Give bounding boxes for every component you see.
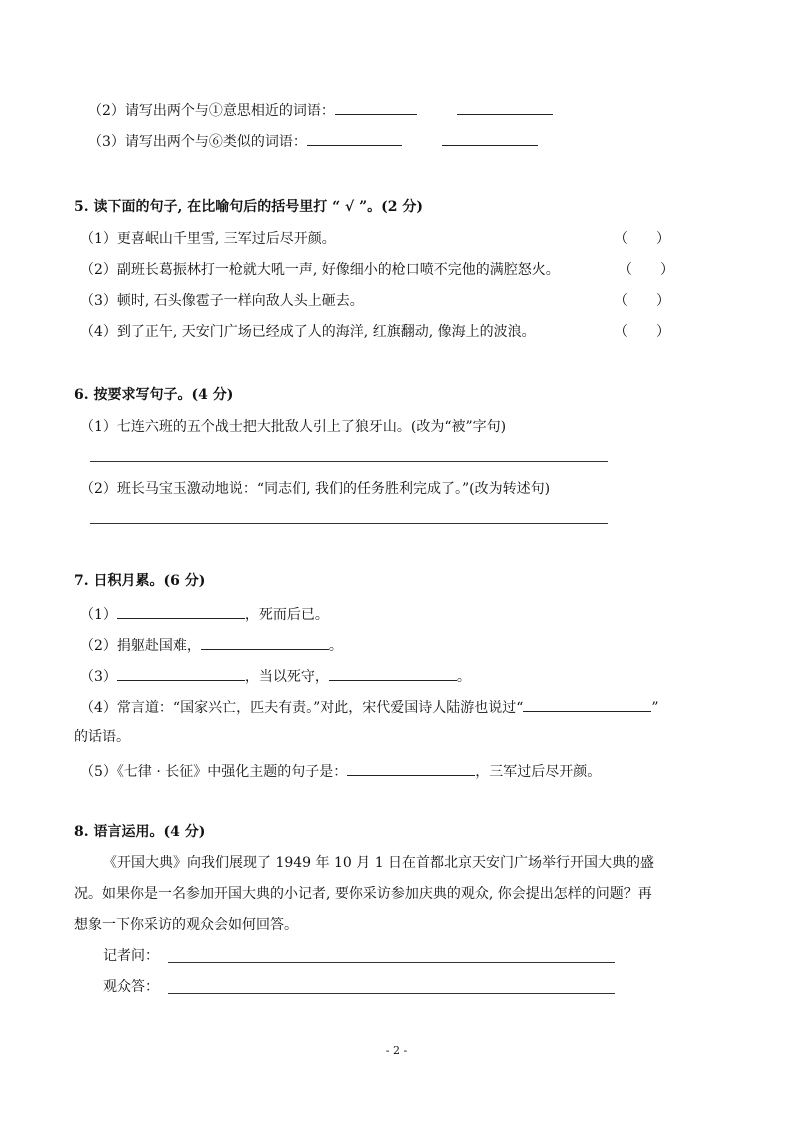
- q7-item-1-pre: （1）: [80, 607, 117, 623]
- q8-paragraph-line-1: 《开国大典》向我们展现了 1949 年 10 月 1 日在首都北京天安门广场举行开国大典的盛: [103, 855, 655, 871]
- q7-item-5-post: ，三军过后尽开颜。: [475, 764, 602, 780]
- q7-item-3-pre: （3）: [80, 669, 117, 685]
- q8-heading: 8. 语言运用。(4 分): [74, 824, 206, 840]
- q4-item-2-text: （2）请写出两个与①意思相近的词语：: [88, 103, 335, 119]
- q7-item-5-blank[interactable]: [347, 760, 475, 776]
- q7-item-5: [80, 760, 601, 782]
- q8-reporter-label: 记者问：: [103, 948, 159, 964]
- q7-item-3-post: 。: [456, 669, 471, 685]
- q5-heading: 5. 读下面的句子, 在比喻句后的括号里打 “ √ ”。(2 分): [74, 199, 424, 215]
- q7-item-1: [80, 603, 329, 625]
- q5-item-1-paren[interactable]: （ ）: [614, 231, 670, 247]
- q6-item-1-answer-line[interactable]: [90, 461, 608, 462]
- q6-item-2: （2）班长马宝玉激动地说：“同志们, 我们的任务胜利完成了。”(改为转述句): [80, 481, 551, 497]
- q5-item-4-paren[interactable]: （ ）: [614, 324, 670, 340]
- q8-audience-answer-line[interactable]: [168, 993, 615, 994]
- q8-reporter-answer-line[interactable]: [168, 962, 615, 963]
- q6-item-1: （1）七连六班的五个战士把大批敌人引上了狼牙山。(改为“被”字句): [80, 419, 507, 435]
- q6-item-2-answer-line[interactable]: [90, 523, 608, 524]
- q4-item-2: [88, 99, 553, 121]
- q7-item-3: [80, 665, 471, 687]
- q6-heading: 6. 按要求写句子。(4 分): [74, 387, 234, 403]
- q4-item-3-blank-2[interactable]: [442, 130, 538, 146]
- q7-item-4-pre: （4）常言道：“国家兴亡，匹夫有责。”对此，宋代爱国诗人陆游也说过“: [80, 700, 524, 716]
- q7-item-3-mid: ，当以死守，: [244, 669, 329, 685]
- q7-item-3-blank-2[interactable]: [329, 665, 457, 681]
- q5-item-3: （3）顿时, 石头像雹子一样向敌人头上砸去。: [80, 293, 364, 309]
- q7-heading: 7. 日积月累。(6 分): [74, 573, 206, 589]
- q4-item-3-text: （3）请写出两个与⑥类似的词语：: [88, 134, 307, 150]
- q7-item-2-pre: （2）捐躯赴国难，: [80, 638, 201, 654]
- q7-item-5-pre: （5）《七律 · 长征》中强化主题的句子是：: [80, 764, 348, 780]
- q5-item-3-paren[interactable]: （ ）: [614, 293, 670, 309]
- page-number: - 2 -: [385, 1044, 408, 1057]
- q7-item-2: [80, 634, 343, 656]
- q8-audience-label: 观众答：: [103, 979, 159, 995]
- q5-item-4: （4）到了正午, 天安门广场已经成了人的海洋, 红旗翻动, 像海上的波浪。: [80, 324, 536, 340]
- q5-item-1: （1）更喜岷山千里雪, 三军过后尽开颜。: [80, 231, 336, 247]
- q7-item-4-post: ”: [651, 700, 659, 716]
- q8-paragraph-line-2: 况。如果你是一名参加开国大典的小记者, 要你采访参加庆典的观众, 你会提出怎样的问题？再: [74, 886, 652, 902]
- q7-item-2-blank[interactable]: [201, 634, 329, 650]
- q7-item-1-blank[interactable]: [117, 603, 245, 619]
- q7-item-4: [80, 696, 659, 718]
- q7-item-4-blank[interactable]: [523, 696, 651, 712]
- q7-item-3-blank-1[interactable]: [117, 665, 245, 681]
- q7-item-4-cont: 的话语。: [74, 729, 130, 745]
- q4-item-2-blank-2[interactable]: [457, 99, 553, 115]
- q8-paragraph-line-3: 想象一下你采访的观众会如何回答。: [74, 917, 298, 933]
- q5-item-2-paren[interactable]: （ ）: [618, 262, 674, 278]
- q7-item-1-post: ，死而后已。: [244, 607, 329, 623]
- q7-item-2-post: 。: [328, 638, 343, 654]
- q4-item-2-blank-1[interactable]: [335, 99, 417, 115]
- q4-item-3: [88, 130, 538, 152]
- q5-item-2: （2）副班长葛振林打一枪就大吼一声, 好像细小的枪口喷不完他的满腔怒火。: [80, 262, 560, 278]
- q4-item-3-blank-1[interactable]: [307, 130, 402, 146]
